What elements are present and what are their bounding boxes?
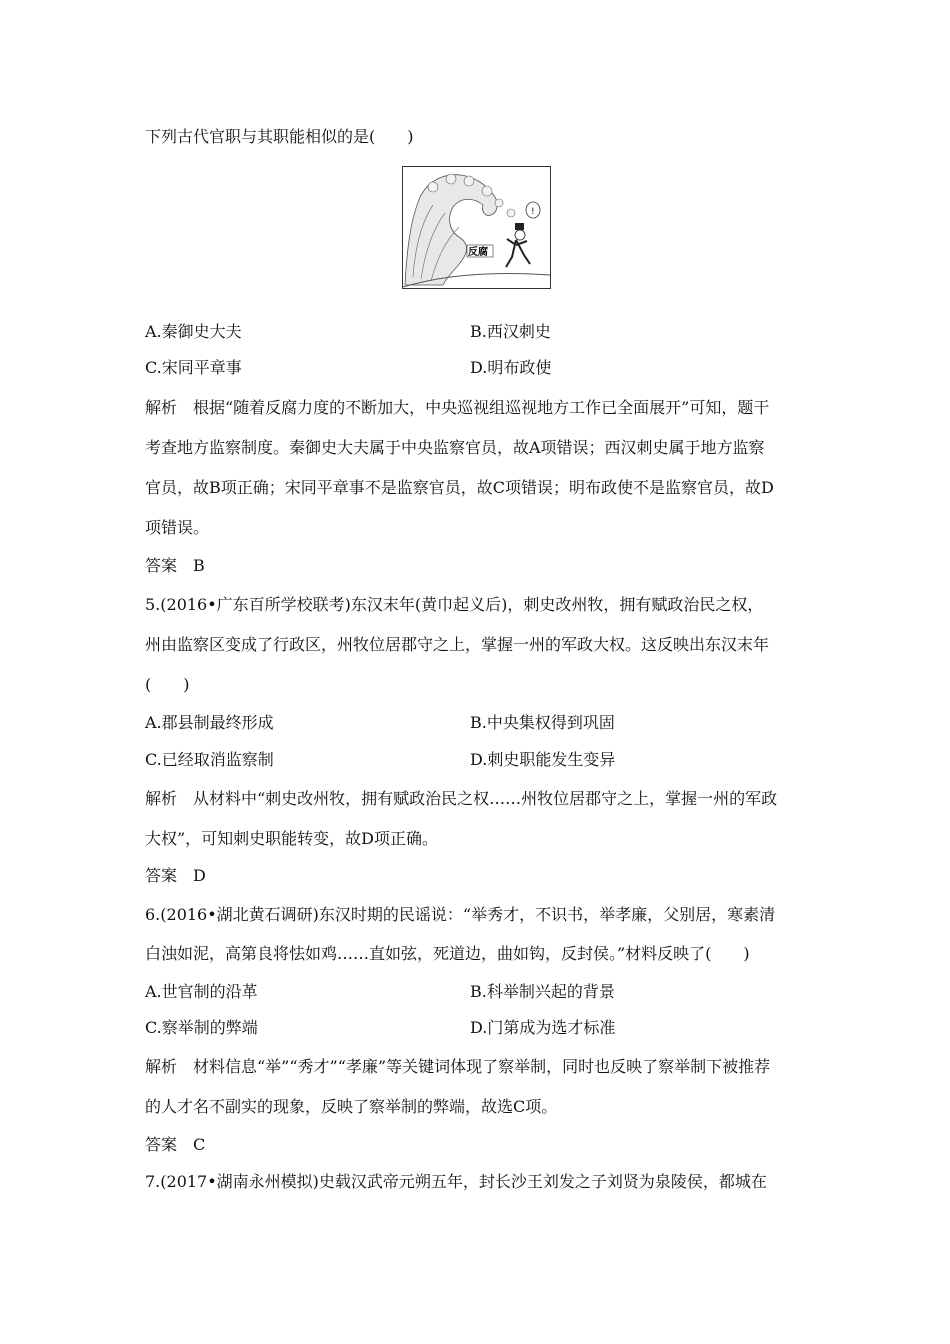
analysis-line: 解析 从材料中“刺史改州牧，拥有赋政治民之权……州牧位居郡守之上，掌握一州的军政 — [145, 789, 778, 808]
question-stem: ( ) — [145, 675, 190, 694]
analysis-line: 解析 根据“随着反腐力度的不断加大，中央巡视组巡视地方工作已全面展开”可知，题干 — [145, 398, 770, 417]
question-stem: 白浊如泥，高第良将怯如鸡……直如弦，死道边，曲如钩，反封侯。”材料反映了( ) — [145, 944, 750, 963]
cartoon-label: 反腐 — [468, 247, 488, 258]
option-a: A.郡县制最终形成 — [145, 713, 274, 732]
svg-text:!: ! — [531, 207, 535, 217]
analysis-line: 考查地方监察制度。秦御史大夫属于中央监察官员，故A项错误；西汉刺史属于地方监察 — [145, 438, 765, 457]
analysis-line: 的人才名不副实的现象，反映了察举制的弊端，故选C项。 — [145, 1097, 558, 1116]
cartoon-drawing — [403, 167, 550, 288]
analysis-line: 大权”，可知刺史职能转变，故D项正确。 — [145, 829, 439, 848]
option-a: A.世官制的沿革 — [145, 982, 258, 1001]
option-c: C.察举制的弊端 — [145, 1018, 258, 1037]
option-a: A.秦御史大夫 — [145, 322, 242, 341]
option-d: D.明布政使 — [470, 358, 552, 377]
option-d: D.门第成为选才标准 — [470, 1018, 616, 1037]
answer: 答案 D — [145, 866, 206, 885]
answer: 答案 C — [145, 1135, 206, 1154]
analysis-line: 解析 材料信息“举”“秀才”“孝廉”等关键词体现了察举制，同时也反映了察举制下被推荐 — [145, 1057, 771, 1076]
option-d: D.刺史职能发生变异 — [470, 750, 616, 769]
option-c: C.宋同平章事 — [145, 358, 242, 377]
question-stem: 5.(2016•广东百所学校联考)东汉末年(黄巾起义后)，刺史改州牧，拥有赋政治民之权， — [145, 595, 764, 614]
analysis-line: 项错误。 — [145, 518, 210, 537]
option-c: C.已经取消监察制 — [145, 750, 274, 769]
option-b: B.中央集权得到巩固 — [470, 713, 615, 732]
question-stem: 州由监察区变成了行政区，州牧位居郡守之上，掌握一州的军政大权。这反映出东汉末年 — [145, 635, 770, 654]
option-b: B.西汉刺史 — [470, 322, 551, 341]
question-stem: 下列古代官职与其职能相似的是( ) — [145, 127, 414, 146]
question-stem: 7.(2017•湖南永州模拟)史载汉武帝元朔五年，封长沙王刘发之子刘贤为泉陵侯，都城在 — [145, 1172, 767, 1191]
anti-corruption-cartoon — [402, 166, 551, 289]
answer: 答案 B — [145, 556, 205, 575]
analysis-line: 官员，故B项正确；宋同平章事不是监察官员，故C项错误；明布政使不是监察官员，故D — [145, 478, 774, 497]
option-b: B.科举制兴起的背景 — [470, 982, 615, 1001]
question-stem: 6.(2016•湖北黄石调研)东汉时期的民谣说：“举秀才，不识书，举孝廉，父别居，寒素清 — [145, 905, 776, 924]
